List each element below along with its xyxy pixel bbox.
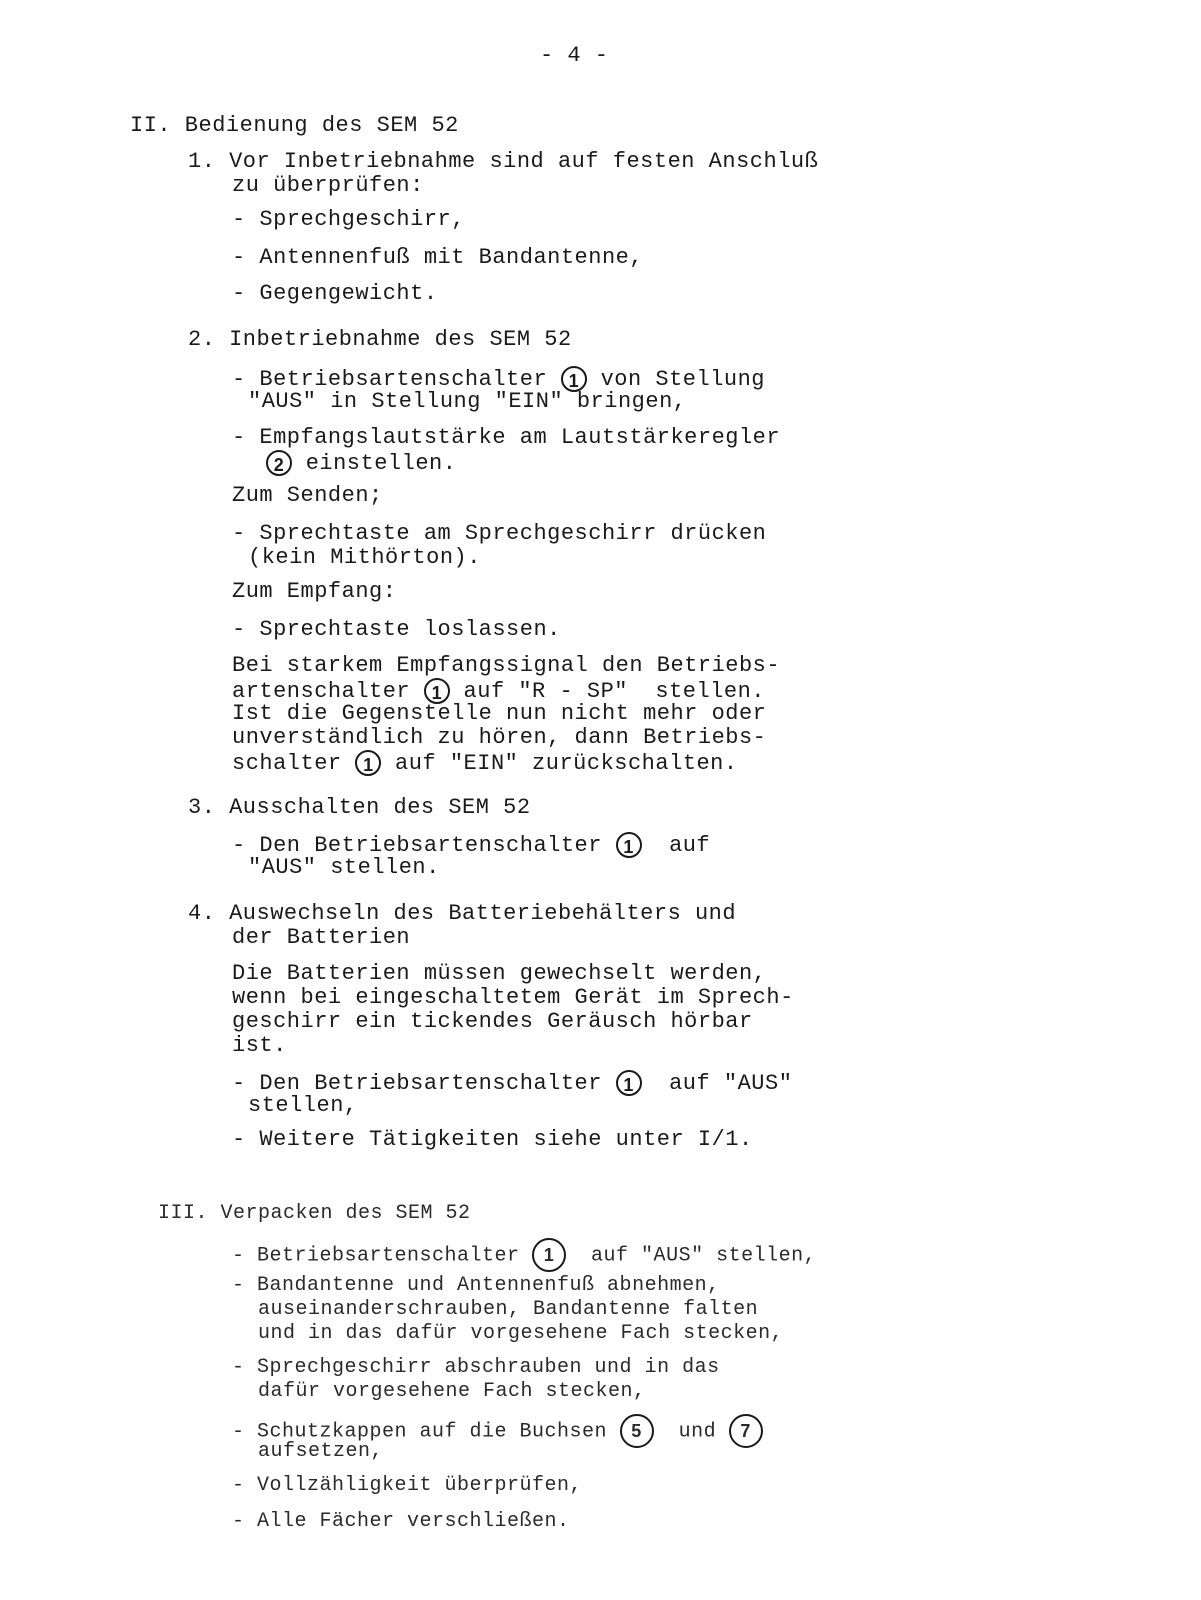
section3-bullet2-line1: - Bandantenne und Antennenfuß abnehmen,	[232, 1274, 720, 1297]
section3-bullet4-line1: - Schutzkappen auf die Buchsen 5 und 7	[232, 1414, 763, 1448]
receive-bullet: - Sprechtaste loslassen.	[232, 617, 561, 642]
marker-1-icon: 1	[616, 1070, 642, 1096]
section3-bullet3-line2: dafür vorgesehene Fach stecken,	[258, 1380, 646, 1403]
section3-bullet1: - Betriebsartenschalter 1 auf "AUS" stellen,	[232, 1238, 816, 1272]
marker-1-icon: 1	[424, 678, 450, 704]
item2-para-line5: schalter 1 auf "EIN" zurückschalten.	[232, 750, 738, 776]
section-heading-3: III. Verpacken des SEM 52	[158, 1202, 471, 1225]
item1-bullet3: - Gegengewicht.	[232, 281, 438, 306]
receive-label: Zum Empfang:	[232, 579, 397, 604]
item4-para-line2: wenn bei eingeschaltetem Gerät im Sprech-	[232, 985, 794, 1010]
item4-title-line1: 4. Auswechseln des Batteriebehälters und	[188, 901, 737, 926]
item4-para-line4: ist.	[232, 1033, 287, 1058]
section3-bullet3-line1: - Sprechgeschirr abschrauben und in das	[232, 1356, 720, 1379]
item4-title-line2: der Batterien	[232, 925, 411, 950]
item2-para-line3: Ist die Gegenstelle nun nicht mehr oder	[232, 701, 767, 726]
item3-bullet-line2: "AUS" stellen.	[248, 855, 440, 880]
item4-bullet1-line1: - Den Betriebsartenschalter 1 auf "AUS"	[232, 1070, 793, 1096]
marker-1-icon: 1	[532, 1238, 566, 1272]
marker-5-icon: 5	[620, 1414, 654, 1448]
item2-bullet1-line1: - Betriebsartenschalter 1 von Stellung	[232, 366, 765, 392]
item2-title: 2. Inbetriebnahme des SEM 52	[188, 327, 572, 352]
item4-bullet2: - Weitere Tätigkeiten siehe unter I/1.	[232, 1127, 753, 1152]
item1-bullet2: - Antennenfuß mit Bandantenne,	[232, 245, 644, 270]
marker-2-icon: 2	[266, 450, 292, 476]
send-label: Zum Senden;	[232, 483, 383, 508]
item3-bullet-line1: - Den Betriebsartenschalter 1 auf	[232, 832, 711, 858]
item2-para-line4: unverständlich zu hören, dann Betriebs-	[232, 725, 767, 750]
item4-bullet1-line2: stellen,	[248, 1093, 358, 1118]
marker-7-icon: 7	[729, 1414, 763, 1448]
section3-bullet2-line3: und in das dafür vorgesehene Fach stecken,	[258, 1322, 784, 1345]
item2-para-line1: Bei starkem Empfangssignal den Betriebs-	[232, 653, 781, 678]
item2-para-line2: artenschalter 1 auf "R - SP" stellen.	[232, 678, 765, 704]
item2-bullet1-line2: "AUS" in Stellung "EIN" bringen,	[248, 389, 687, 414]
section3-bullet2-line2: auseinanderschrauben, Bandantenne falten	[258, 1298, 759, 1321]
marker-1-icon: 1	[616, 832, 642, 858]
section3-bullet5: - Vollzähligkeit überprüfen,	[232, 1474, 583, 1497]
page-number: - 4 -	[540, 43, 609, 68]
section3-bullet6: - Alle Fächer verschließen.	[232, 1510, 570, 1533]
section-heading-2: II. Bedienung des SEM 52	[130, 113, 459, 138]
item1-title-line2: zu überprüfen:	[232, 173, 424, 198]
marker-1-icon: 1	[355, 750, 381, 776]
send-bullet-line2: (kein Mithörton).	[248, 545, 481, 570]
item3-title: 3. Ausschalten des SEM 52	[188, 795, 531, 820]
item1-bullet1: - Sprechgeschirr,	[232, 207, 465, 232]
marker-1-icon: 1	[561, 366, 587, 392]
item2-bullet2-line2: 2 einstellen.	[266, 450, 456, 476]
send-bullet-line1: - Sprechtaste am Sprechgeschirr drücken	[232, 521, 767, 546]
item1-title-line1: 1. Vor Inbetriebnahme sind auf festen Anschluß	[188, 149, 819, 174]
item4-para-line3: geschirr ein tickendes Geräusch hörbar	[232, 1009, 753, 1034]
item4-para-line1: Die Batterien müssen gewechselt werden,	[232, 961, 767, 986]
item2-bullet2-line1: - Empfangslautstärke am Lautstärkeregler	[232, 425, 781, 450]
section3-bullet4-line2: aufsetzen,	[258, 1440, 384, 1463]
